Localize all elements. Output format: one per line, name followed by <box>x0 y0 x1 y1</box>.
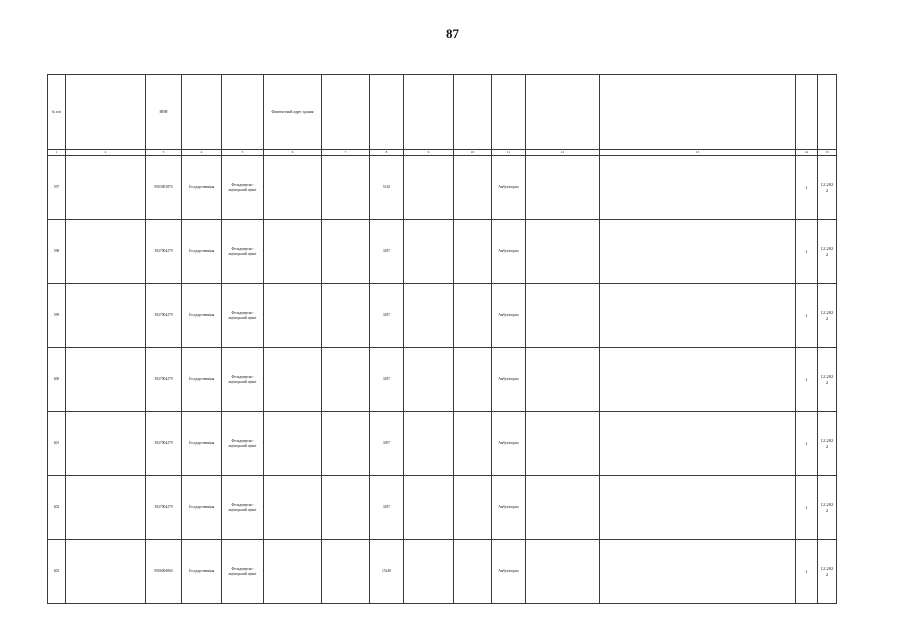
cell-product <box>526 412 600 476</box>
cell-row-number: 603 <box>48 540 66 604</box>
column-header <box>404 75 454 150</box>
cell-unit <box>404 284 454 348</box>
cell-row-number: 597 <box>48 156 66 220</box>
table-row <box>48 284 837 348</box>
cell-ownership-form: Государственная <box>182 156 222 220</box>
table-row <box>48 348 837 412</box>
cell-quantity: 1 <box>796 220 818 284</box>
cell-legal-act <box>600 412 796 476</box>
column-number: 2 <box>66 150 146 156</box>
cell-address <box>264 156 322 220</box>
cell-quantity: 1 <box>796 476 818 540</box>
cell-population: 3057 <box>370 412 404 476</box>
cell-locality <box>322 540 370 604</box>
column-number: 8 <box>370 150 404 156</box>
cell-date: 12.2022 <box>818 412 837 476</box>
cell-address <box>264 220 322 284</box>
page-number: 87 <box>446 26 459 41</box>
column-header <box>66 75 146 150</box>
column-header <box>600 75 796 150</box>
cell-population: 3037 <box>370 348 404 412</box>
cell-date: 12.2022 <box>818 284 837 348</box>
cell-unit-type <box>454 348 492 412</box>
cell-building-type: Фельдшерско-акушерский пункт <box>222 284 264 348</box>
cell-address <box>264 540 322 604</box>
cell-inn: 3827004279 <box>146 412 182 476</box>
cell-inn: 3827004279 <box>146 220 182 284</box>
cell-organization <box>66 412 146 476</box>
cell-row-number: 602 <box>48 476 66 540</box>
cell-population: 5120 <box>370 156 404 220</box>
column-number: 1 <box>48 150 66 156</box>
cell-legal-act <box>600 284 796 348</box>
table-row <box>48 540 837 604</box>
cell-quantity: 1 <box>796 412 818 476</box>
cell-legal-act <box>600 476 796 540</box>
column-number: 15 <box>818 150 837 156</box>
cell-unit-type <box>454 476 492 540</box>
cell-legal-act <box>600 220 796 284</box>
cell-unit <box>404 348 454 412</box>
cell-organization <box>66 348 146 412</box>
cell-inn: 3827004279 <box>146 348 182 412</box>
cell-ownership-form: Государственная <box>182 412 222 476</box>
cell-organization <box>66 220 146 284</box>
column-header <box>222 75 264 150</box>
cell-inn: 8506004860 <box>146 540 182 604</box>
column-number: 10 <box>454 150 492 156</box>
column-number: 5 <box>222 150 264 156</box>
cell-care-conditions: Амбулаторно <box>492 348 526 412</box>
cell-care-conditions: Амбулаторно <box>492 156 526 220</box>
cell-unit <box>404 540 454 604</box>
column-header <box>818 75 837 150</box>
cell-quantity: 1 <box>796 284 818 348</box>
column-number: 12 <box>526 150 600 156</box>
cell-organization <box>66 540 146 604</box>
equipment-table <box>47 74 837 604</box>
column-header: Фактический адрес здания <box>264 75 322 150</box>
cell-population: 15248 <box>370 540 404 604</box>
table-row <box>48 476 837 540</box>
column-number: 6 <box>264 150 322 156</box>
cell-address <box>264 412 322 476</box>
cell-unit-type <box>454 284 492 348</box>
table-body <box>48 156 837 604</box>
cell-care-conditions: Амбулаторно <box>492 476 526 540</box>
column-header <box>182 75 222 150</box>
cell-population: 3037 <box>370 476 404 540</box>
cell-address <box>264 284 322 348</box>
cell-care-conditions: Амбулаторно <box>492 540 526 604</box>
cell-date: 12.2022 <box>818 220 837 284</box>
cell-building-type: Фельдшерско-акушерский пункт <box>222 220 264 284</box>
cell-date: 12.2022 <box>818 348 837 412</box>
cell-unit <box>404 412 454 476</box>
cell-unit-type <box>454 540 492 604</box>
cell-address <box>264 476 322 540</box>
cell-ownership-form: Государственная <box>182 540 222 604</box>
table-row <box>48 156 837 220</box>
cell-building-type: Фельдшерско-акушерский пункт <box>222 540 264 604</box>
column-header <box>526 75 600 150</box>
column-header <box>492 75 526 150</box>
cell-ownership-form: Государственная <box>182 220 222 284</box>
table-row <box>48 220 837 284</box>
cell-locality <box>322 156 370 220</box>
cell-organization <box>66 156 146 220</box>
column-number: 13 <box>600 150 796 156</box>
cell-inn: 3827004279 <box>146 476 182 540</box>
cell-row-number: 600 <box>48 348 66 412</box>
cell-product <box>526 540 600 604</box>
cell-quantity: 1 <box>796 156 818 220</box>
column-header <box>454 75 492 150</box>
cell-legal-act <box>600 540 796 604</box>
cell-organization <box>66 284 146 348</box>
cell-date: 12.2022 <box>818 540 837 604</box>
cell-row-number: 601 <box>48 412 66 476</box>
header-row <box>48 75 837 150</box>
cell-locality <box>322 348 370 412</box>
column-header: ИНН <box>146 75 182 150</box>
cell-date: 12.2022 <box>818 156 837 220</box>
cell-legal-act <box>600 348 796 412</box>
cell-date: 12.2022 <box>818 476 837 540</box>
cell-ownership-form: Государственная <box>182 284 222 348</box>
column-number: 9 <box>404 150 454 156</box>
cell-unit-type <box>454 220 492 284</box>
cell-row-number: 598 <box>48 220 66 284</box>
cell-care-conditions: Амбулаторно <box>492 412 526 476</box>
column-number: 14 <box>796 150 818 156</box>
cell-building-type: Фельдшерско-акушерский пункт <box>222 156 264 220</box>
column-number: 3 <box>146 150 182 156</box>
cell-locality <box>322 476 370 540</box>
cell-product <box>526 284 600 348</box>
cell-building-type: Фельдшерско-акушерский пункт <box>222 476 264 540</box>
cell-product <box>526 220 600 284</box>
cell-inn: 3827004279 <box>146 284 182 348</box>
cell-population: 3037 <box>370 284 404 348</box>
cell-population: 3037 <box>370 220 404 284</box>
cell-locality <box>322 284 370 348</box>
table-row <box>48 412 837 476</box>
column-header: № п/п <box>48 75 66 150</box>
cell-unit <box>404 156 454 220</box>
column-header <box>796 75 818 150</box>
cell-legal-act <box>600 156 796 220</box>
cell-quantity: 1 <box>796 540 818 604</box>
cell-care-conditions: Амбулаторно <box>492 220 526 284</box>
cell-inn: 8503001870 <box>146 156 182 220</box>
cell-product <box>526 476 600 540</box>
cell-unit-type <box>454 412 492 476</box>
column-header <box>370 75 404 150</box>
cell-locality <box>322 220 370 284</box>
cell-row-number: 599 <box>48 284 66 348</box>
cell-quantity: 1 <box>796 348 818 412</box>
cell-ownership-form: Государственная <box>182 476 222 540</box>
cell-care-conditions: Амбулаторно <box>492 284 526 348</box>
cell-address <box>264 348 322 412</box>
cell-building-type: Фельдшерско-акушерский пункт <box>222 348 264 412</box>
column-number: 11 <box>492 150 526 156</box>
cell-product <box>526 156 600 220</box>
cell-ownership-form: Государственная <box>182 348 222 412</box>
cell-organization <box>66 476 146 540</box>
cell-locality <box>322 412 370 476</box>
cell-unit <box>404 220 454 284</box>
cell-building-type: Фельдшерско-акушерский пункт <box>222 412 264 476</box>
column-number: 4 <box>182 150 222 156</box>
cell-unit <box>404 476 454 540</box>
cell-product <box>526 348 600 412</box>
cell-unit-type <box>454 156 492 220</box>
column-header <box>322 75 370 150</box>
column-number: 7 <box>322 150 370 156</box>
